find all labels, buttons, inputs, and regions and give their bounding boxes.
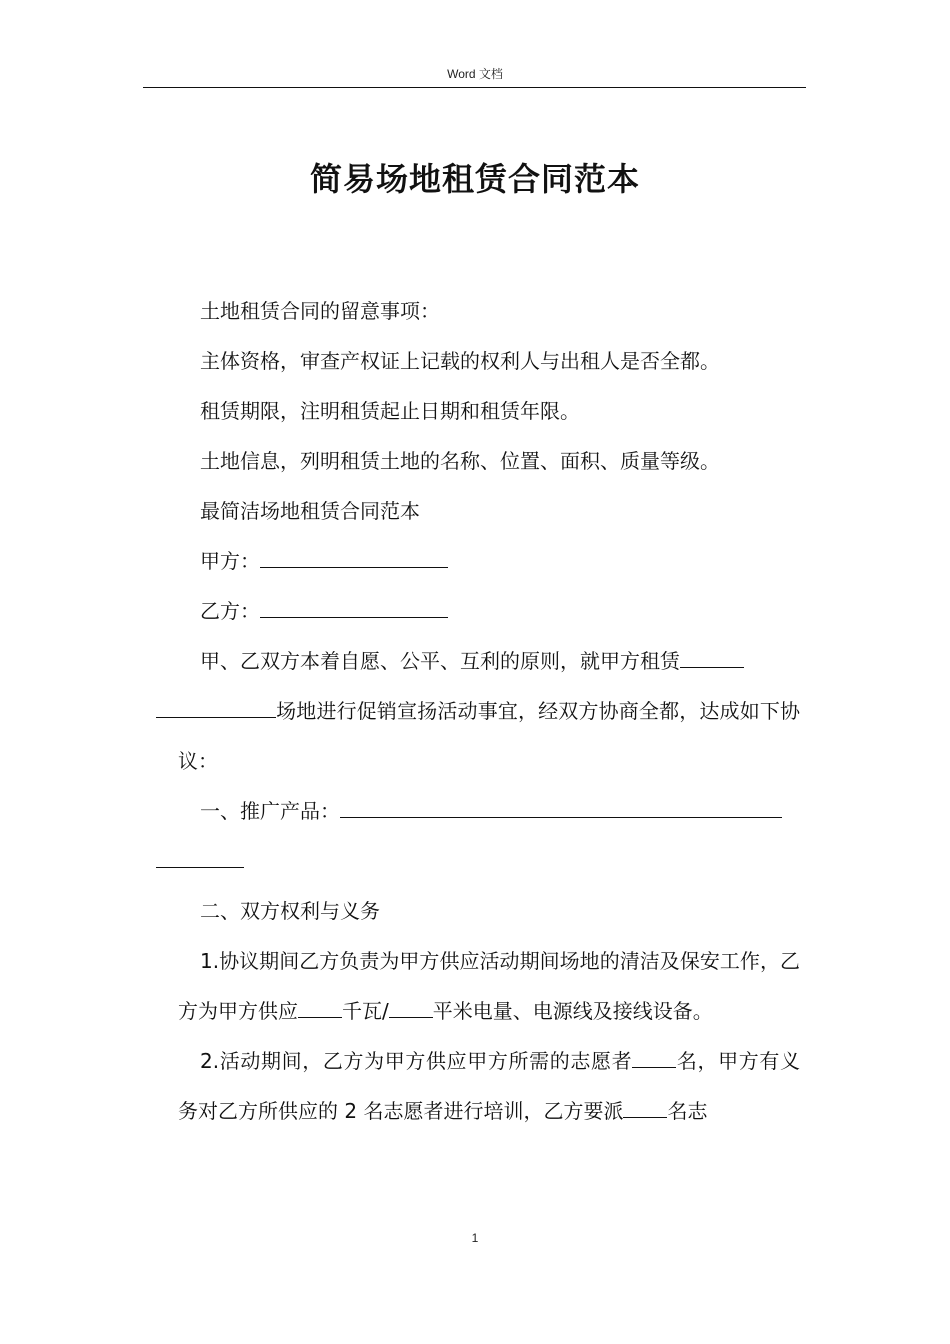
page-number: 1 bbox=[471, 1231, 479, 1245]
square-meter-blank bbox=[389, 997, 433, 1018]
paragraph-clause-1 bbox=[178, 936, 800, 1036]
document-title: 简易场地租赁合同范本 bbox=[309, 160, 640, 198]
kilowatt-blank bbox=[298, 997, 342, 1018]
party-a-blank bbox=[260, 547, 448, 568]
party-b-label: 乙方： bbox=[200, 599, 260, 623]
clause-2-middle: 名，甲方有义务对乙方所供应的 2 名志愿者进行培训，乙方要派 bbox=[178, 1049, 800, 1123]
paragraph-subject-qualification: 主体资格，审查产权证上记载的权利人与出租人是否全都。 bbox=[200, 349, 720, 373]
volunteer-count-blank bbox=[632, 1047, 676, 1068]
party-a-label: 甲方： bbox=[200, 549, 260, 573]
clause-2-text: 2.活动期间，乙方为甲方供应甲方所需的志愿者 bbox=[200, 1049, 633, 1073]
paragraph-notes-heading: 土地租赁合同的留意事项： bbox=[200, 299, 440, 323]
venue-blank bbox=[680, 647, 744, 668]
document-body bbox=[178, 286, 800, 1136]
clause-1-unit: 千瓦/ bbox=[342, 999, 389, 1023]
paragraph-land-info: 土地信息，列明租赁土地的名称、位置、面积、质量等级。 bbox=[200, 449, 720, 473]
paragraph-template-heading: 最简洁场地租赁合同范本 bbox=[200, 499, 420, 523]
paragraph-promoted-product bbox=[178, 786, 800, 886]
paragraph-agreement-intro bbox=[178, 636, 800, 786]
clause-2-end: 名志 bbox=[667, 1099, 708, 1123]
promoted-product-blank-continued bbox=[156, 847, 244, 868]
agreement-intro-rest: 场地进行促销宣扬活动事宜，经双方协商全都，达成如下协议： bbox=[178, 699, 800, 773]
agreement-intro-text: 甲、乙双方本着自愿、公平、互利的原则，就甲方租赁 bbox=[200, 649, 680, 673]
paragraph-rights-obligations: 二、双方权利与义务 bbox=[200, 899, 380, 923]
clause-1-text: 1.协议期间乙方负责为甲方供应活动期间场地的清洁及保安工作，乙方为甲方供应 bbox=[178, 949, 800, 1023]
promoted-product-label: 一、推广产品： bbox=[200, 799, 340, 823]
dispatch-count-blank bbox=[623, 1097, 667, 1118]
paragraph-clause-2 bbox=[178, 1036, 800, 1136]
promoted-product-blank bbox=[340, 797, 782, 818]
paragraph-lease-term: 租赁期限，注明租赁起止日期和租赁年限。 bbox=[200, 399, 580, 423]
header-divider bbox=[143, 87, 806, 88]
paragraph-party-a bbox=[178, 536, 800, 586]
clause-1-rest: 平米电量、电源线及接线设备。 bbox=[432, 999, 713, 1023]
party-b-blank bbox=[260, 597, 448, 618]
paragraph-party-b bbox=[178, 586, 800, 636]
venue-blank-continued bbox=[156, 697, 276, 718]
page-header: Word 文档 bbox=[447, 67, 503, 81]
